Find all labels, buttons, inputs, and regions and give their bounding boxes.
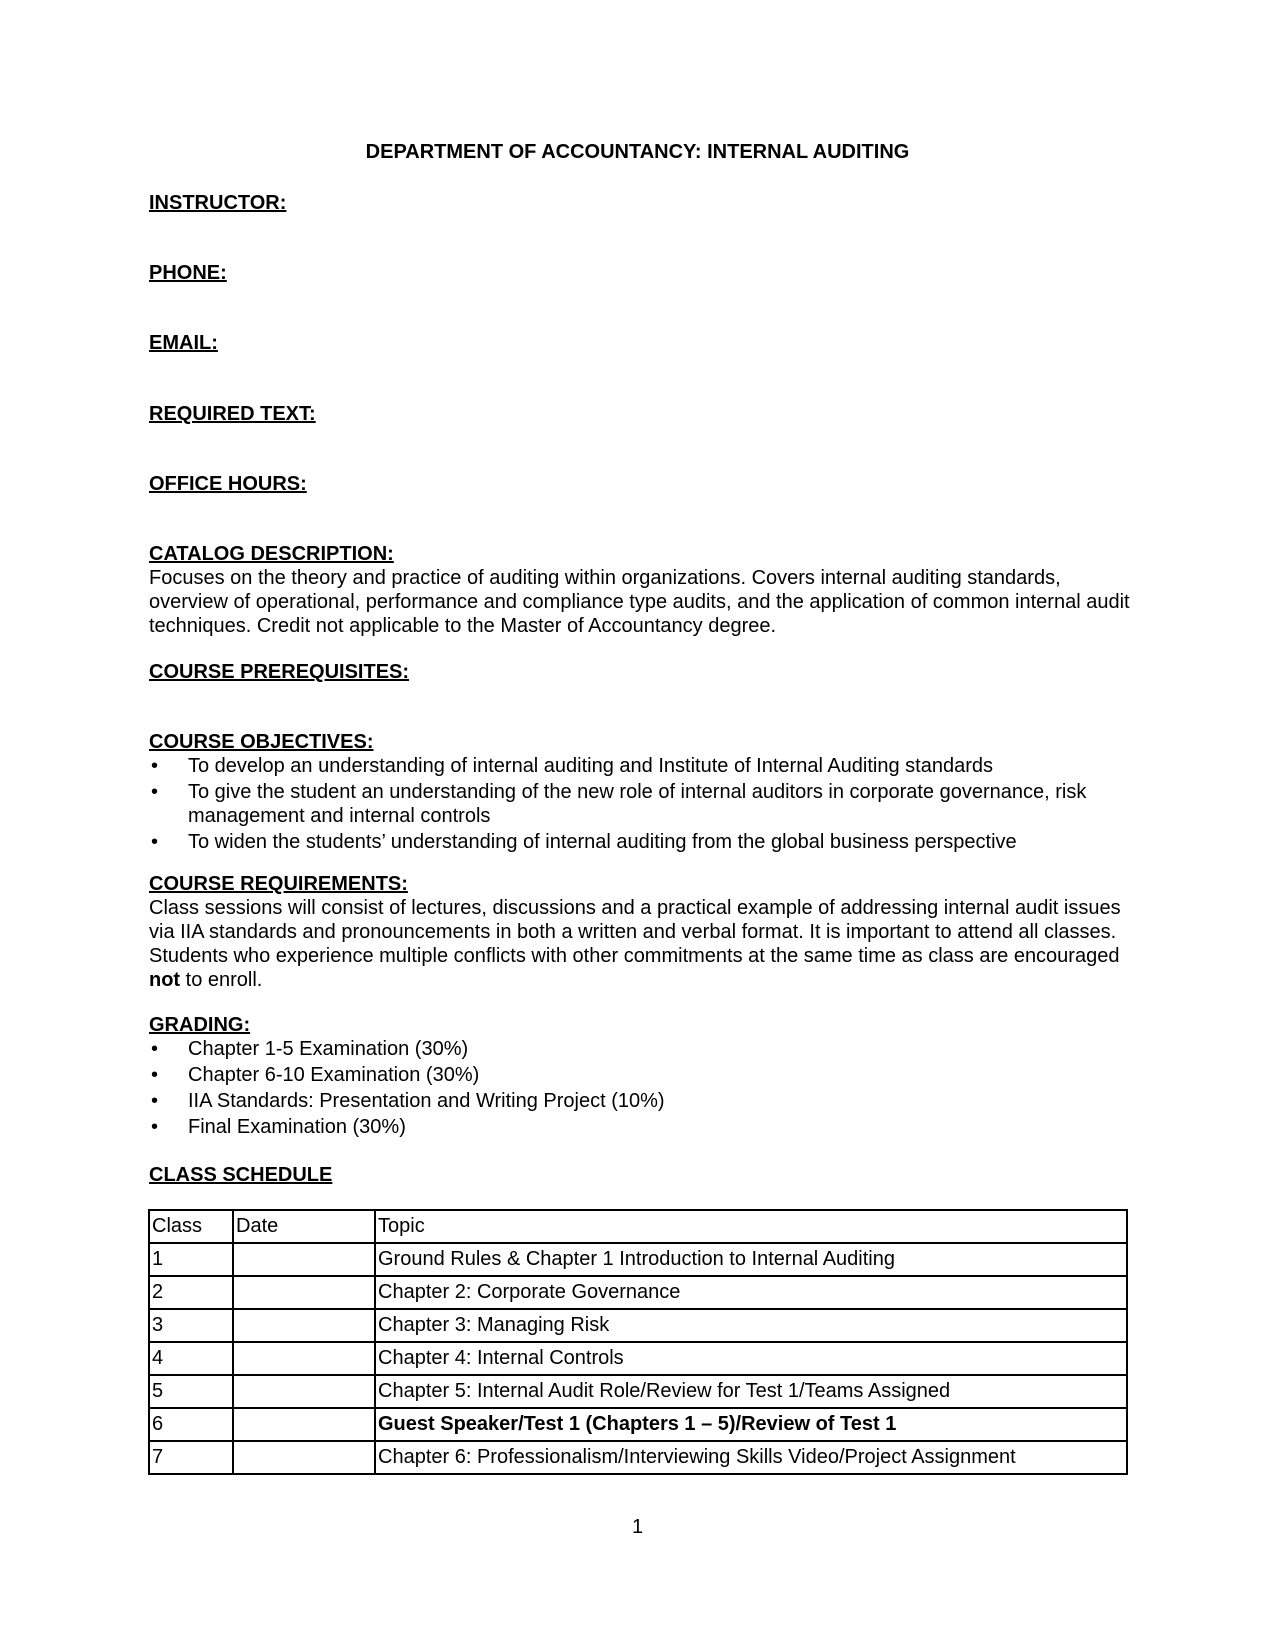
course-objectives-list bbox=[149, 754, 1134, 856]
topic-cell: Chapter 4: Internal Controls bbox=[375, 1342, 1127, 1375]
bullet-icon: • bbox=[151, 831, 159, 853]
topic-cell: Chapter 6: Professionalism/Interviewing Skills Video/Project Assignment bbox=[375, 1441, 1127, 1474]
course-prerequisites-heading: COURSE PREREQUISITES: bbox=[149, 661, 410, 683]
class-schedule-heading: CLASS SCHEDULE bbox=[149, 1164, 333, 1186]
list-item bbox=[149, 780, 1134, 828]
grading-list bbox=[149, 1037, 1134, 1141]
column-header-date: Date bbox=[233, 1210, 375, 1243]
course-objectives-heading: COURSE OBJECTIVES: bbox=[149, 731, 374, 753]
topic-cell: Ground Rules & Chapter 1 Introduction to Internal Auditing bbox=[375, 1243, 1127, 1276]
course-requirements-heading: COURSE REQUIREMENTS: bbox=[149, 873, 408, 895]
objective-text: To widen the students’ understanding of internal auditing from the global business perspective bbox=[188, 831, 1017, 853]
phone-heading: PHONE: bbox=[149, 262, 227, 284]
column-header-topic: Topic bbox=[375, 1210, 1127, 1243]
topic-cell: Chapter 2: Corporate Governance bbox=[375, 1276, 1127, 1309]
list-item bbox=[149, 1037, 1134, 1061]
class-cell: 2 bbox=[149, 1276, 233, 1309]
requirements-emphasis: not bbox=[149, 969, 181, 991]
class-cell: 1 bbox=[149, 1243, 233, 1276]
class-cell: 4 bbox=[149, 1342, 233, 1375]
grading-item-text: Chapter 6-10 Examination (30%) bbox=[188, 1064, 480, 1086]
objective-text: To develop an understanding of internal auditing and Institute of Internal Auditing standards bbox=[188, 755, 994, 777]
list-item bbox=[149, 1115, 1134, 1139]
page-number: 1 bbox=[631, 1516, 644, 1538]
objective-text: To give the student an understanding of the new role of internal auditors in corporate governance, risk management and internal controls bbox=[188, 781, 1087, 827]
table-row bbox=[149, 1375, 1127, 1408]
table-row bbox=[149, 1276, 1127, 1309]
catalog-description-text: Focuses on the theory and practice of auditing within organizations. Covers internal auditing standards, overview of operational, performance and compliance type audits, and the application of common internal audit techniques. Credit not applicable to the Master of Accountancy degree. bbox=[149, 567, 1130, 637]
office-hours-heading: OFFICE HOURS: bbox=[149, 473, 307, 495]
bullet-icon: • bbox=[151, 755, 159, 777]
date-cell bbox=[233, 1309, 375, 1342]
table-row bbox=[149, 1408, 1127, 1441]
table-row bbox=[149, 1342, 1127, 1375]
bullet-icon: • bbox=[151, 781, 159, 803]
list-item bbox=[149, 830, 1134, 854]
table-row bbox=[149, 1309, 1127, 1342]
bullet-icon: • bbox=[151, 1038, 159, 1060]
grading-item-text: Chapter 1-5 Examination (30%) bbox=[188, 1038, 469, 1060]
requirements-text-part: Class sessions will consist of lectures, discussions and a practical example of addressing internal audit issues via IIA standards and pronouncements in both a written and verbal format. It is important to attend all classes. Students who experience multiple conflicts with other commitments at the same time as class are encouraged bbox=[149, 897, 1121, 967]
list-item bbox=[149, 1063, 1134, 1087]
list-item bbox=[149, 1089, 1134, 1113]
grading-item-text: Final Examination (30%) bbox=[188, 1116, 406, 1138]
bullet-icon: • bbox=[151, 1064, 159, 1086]
date-cell bbox=[233, 1276, 375, 1309]
class-cell: 7 bbox=[149, 1441, 233, 1474]
list-item bbox=[149, 754, 1134, 778]
class-schedule-table bbox=[148, 1209, 1128, 1475]
topic-cell: Guest Speaker/Test 1 (Chapters 1 – 5)/Review of Test 1 bbox=[375, 1408, 1127, 1441]
document-title: DEPARTMENT OF ACCOUNTANCY: INTERNAL AUDITING bbox=[365, 141, 910, 163]
bullet-icon: • bbox=[151, 1116, 159, 1138]
date-cell bbox=[233, 1408, 375, 1441]
catalog-description-heading: CATALOG DESCRIPTION: bbox=[149, 543, 394, 565]
required-text-heading: REQUIRED TEXT: bbox=[149, 403, 316, 425]
table-row bbox=[149, 1441, 1127, 1474]
bullet-icon: • bbox=[151, 1090, 159, 1112]
topic-cell: Chapter 5: Internal Audit Role/Review for Test 1/Teams Assigned bbox=[375, 1375, 1127, 1408]
class-cell: 6 bbox=[149, 1408, 233, 1441]
date-cell bbox=[233, 1441, 375, 1474]
grading-heading: GRADING: bbox=[149, 1014, 251, 1036]
instructor-heading: INSTRUCTOR: bbox=[149, 192, 287, 214]
topic-cell: Chapter 3: Managing Risk bbox=[375, 1309, 1127, 1342]
class-cell: 5 bbox=[149, 1375, 233, 1408]
column-header-class: Class bbox=[149, 1210, 233, 1243]
requirements-text-part: to enroll. bbox=[180, 969, 263, 991]
table-row bbox=[149, 1243, 1127, 1276]
table-header-row bbox=[149, 1210, 1127, 1243]
date-cell bbox=[233, 1243, 375, 1276]
email-heading: EMAIL: bbox=[149, 332, 218, 354]
course-requirements-text bbox=[149, 896, 1134, 992]
class-cell: 3 bbox=[149, 1309, 233, 1342]
grading-item-text: IIA Standards: Presentation and Writing Project (10%) bbox=[188, 1090, 665, 1112]
date-cell bbox=[233, 1375, 375, 1408]
date-cell bbox=[233, 1342, 375, 1375]
